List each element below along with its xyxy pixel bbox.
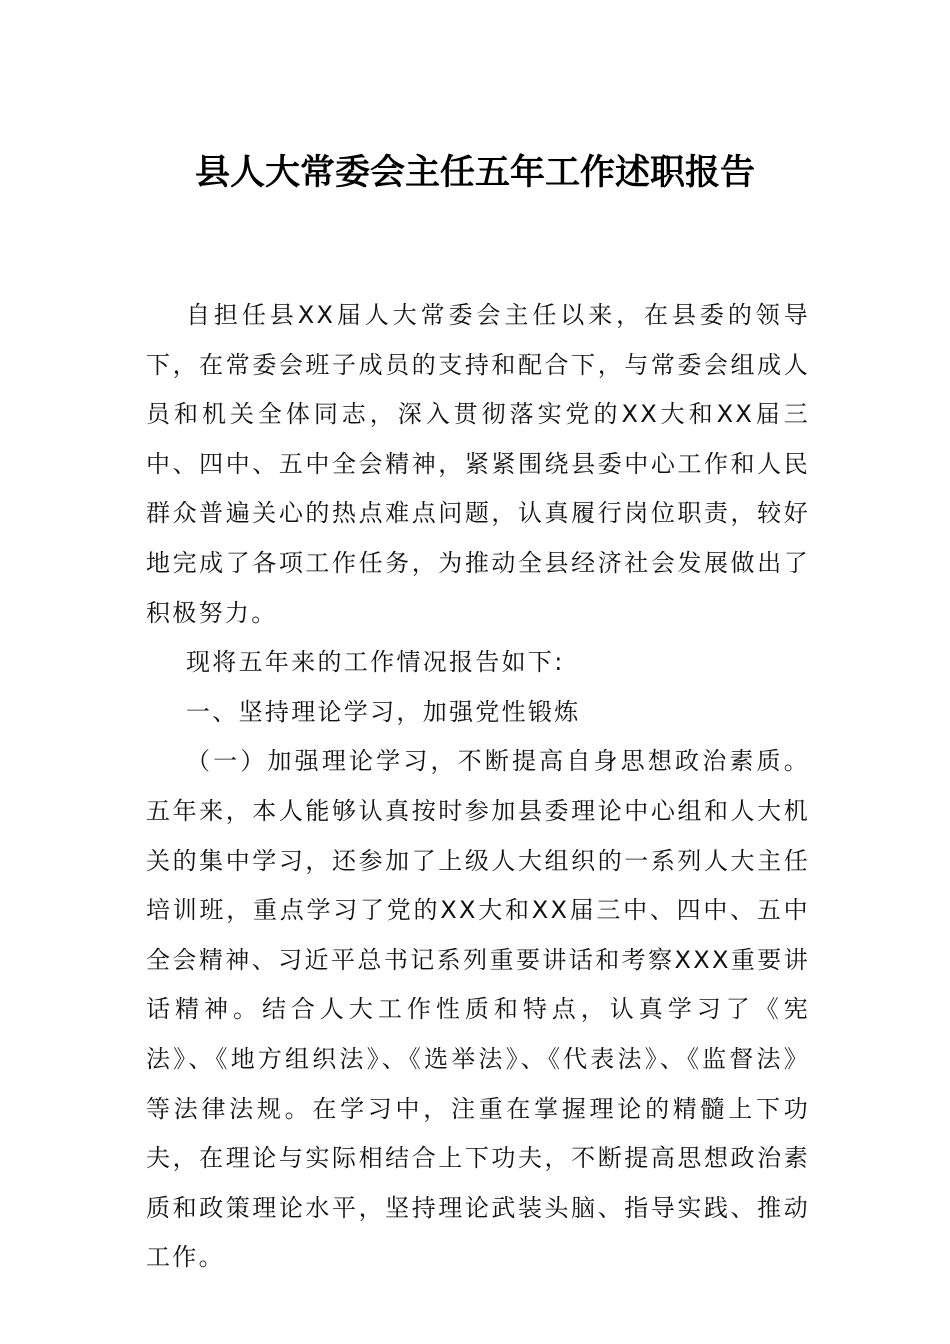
document-body [146, 291, 810, 1283]
section-heading-1: 一、坚持理论学习，加强党性锻炼 [186, 697, 581, 726]
paragraph-intro: 自担任县XX届人大常委会主任以来，在县委的领导下，在常委会班子成员的支持和配合下，与常委会组成人员和机关全体同志，深入贯彻落实党的XX大和XX届三中、四中、五中全会精神，紧紧围绕县委中心工作和人民群众普遍关心的热点难点问题，认真履行岗位职责，较好地完成了各项工作任务，为推动全县经济社会发展做出了积极努力。 [146, 301, 810, 627]
document-title: 县人大常委会主任五年工作述职报告 [194, 152, 755, 193]
paragraph-report-lead: 现将五年来的工作情况报告如下: [186, 648, 565, 677]
paragraph-theory-study: （一）加强理论学习，不断提高自身思想政治素质。五年来，本人能够认真按时参加县委理论中心组和人大机关的集中学习，还参加了上级人大组织的一系列人大主任培训班，重点学习了党的XX大和XX届三中、四中、五中全会精神、习近平总书记系列重要讲话和考察XXX重要讲话精神。结合人大工作性质和特点，认真学习了《宪法》、《地方组织法》、《选举法》、《代表法》、《监督法》等法律法规。在学习中，注重在掌握理论的精髓上下功夫，在理论与实际相结合上下功夫，不断提高思想政治素质和政策理论水平，坚持理论武装头脑、指导实践、推动工作。 [146, 747, 810, 1272]
